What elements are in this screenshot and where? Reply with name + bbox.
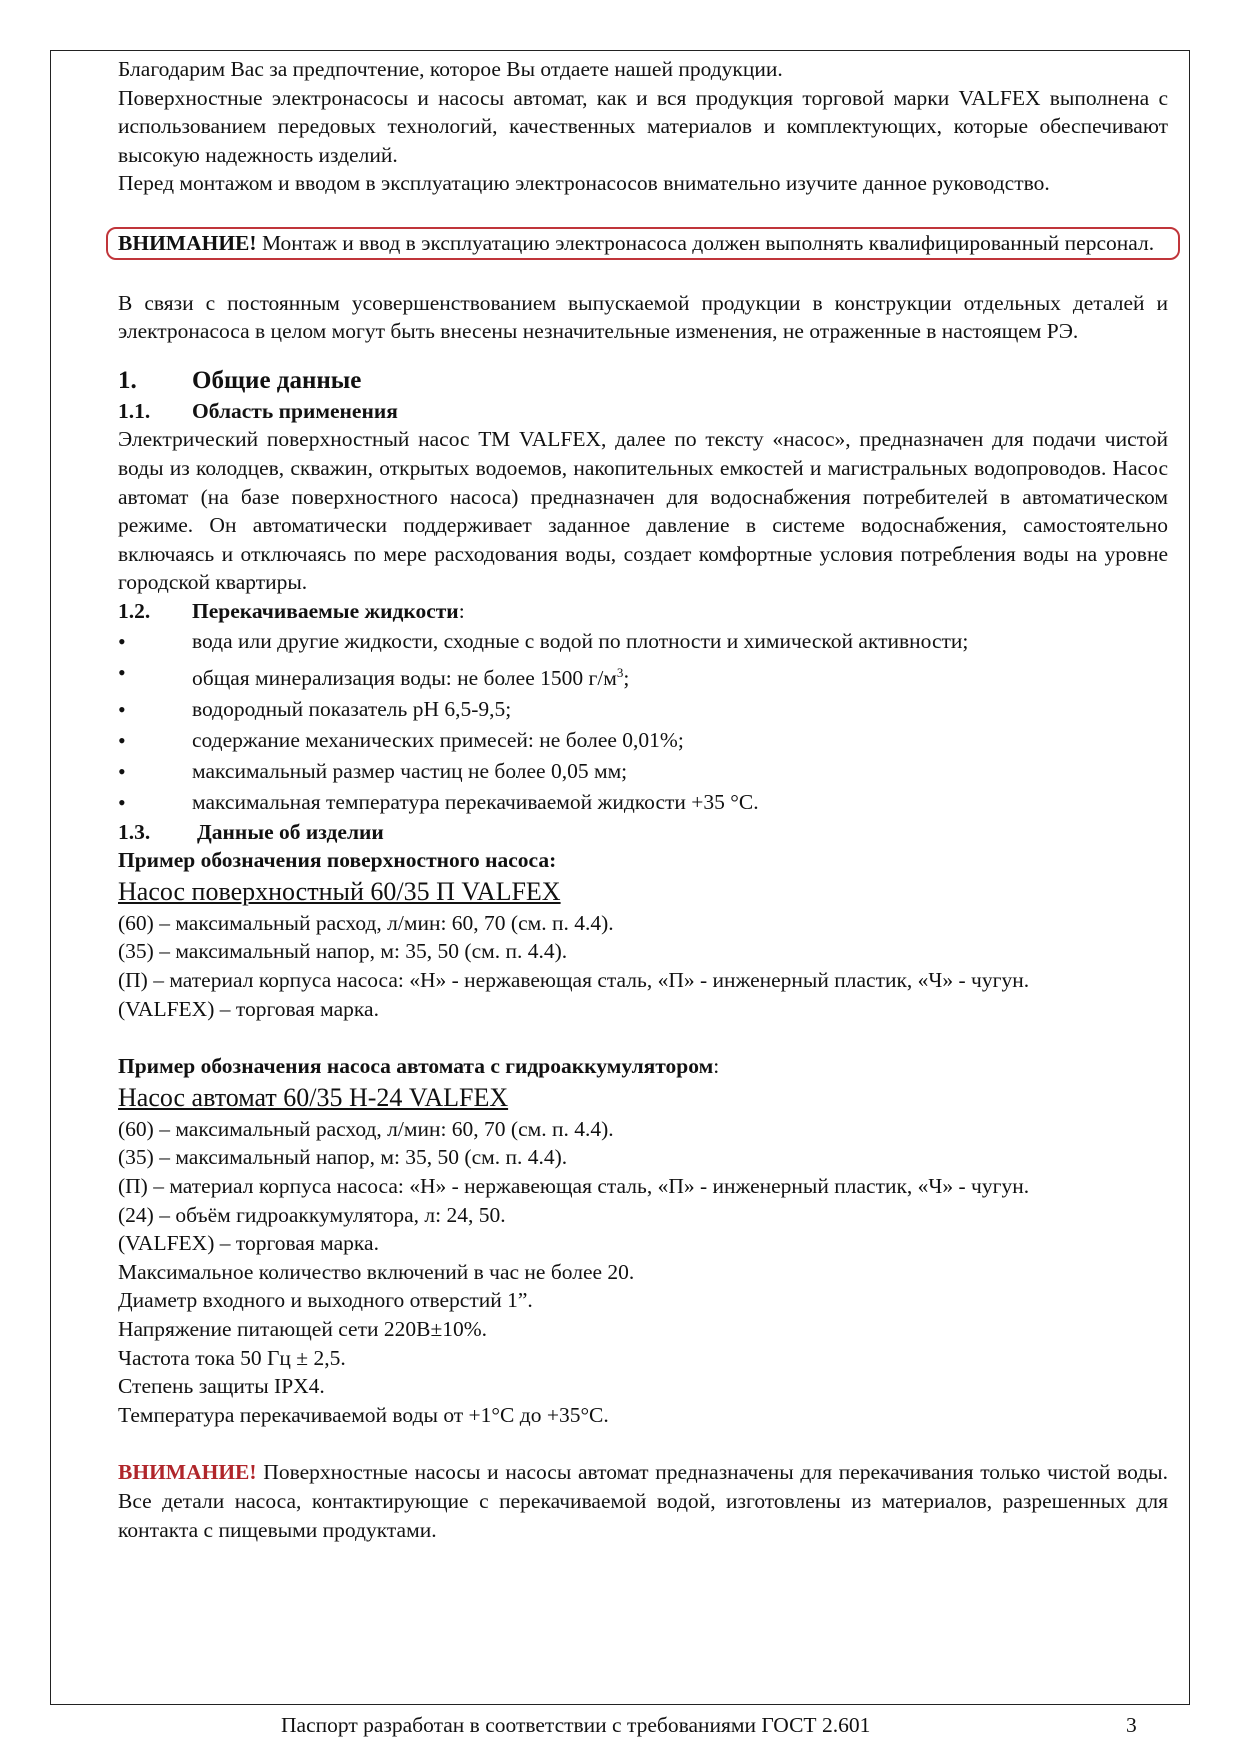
- section-1-2-heading: [118, 597, 1168, 626]
- example-2-title: Пример обозначения насоса автомата с гидроаккумулятором: [118, 1054, 714, 1079]
- section-1-1-number: 1.1.: [118, 398, 151, 423]
- example-2-line: (35) – максимальный напор, м: 35, 50 (см. п. 4.4).: [118, 1145, 568, 1170]
- superscript: 3: [616, 664, 624, 680]
- page-content: [118, 55, 1168, 1544]
- section-1-1-heading: [118, 397, 1168, 426]
- changes-note: В связи с постоянным усовершенствованием выпускаемой продукции в конструкции отдельных деталей и электронасоса в целом могут быть внесены незначительные изменения, не отраженные в настоящем РЭ.: [118, 290, 1168, 344]
- list-item-text: общая минерализация воды: не более 1500 г/м: [192, 665, 617, 690]
- spec-line: Максимальное количество включений в час не более 20.: [118, 1259, 635, 1284]
- section-1-1-title: Область применения: [192, 398, 398, 423]
- section-1-3-title: Данные об изделии: [197, 819, 384, 844]
- warning-2-text: Поверхностные насосы и насосы автомат предназначены для перекачивания только чистой воды. Все детали насоса, контактирующие с перекачиваемой водой, изготовлены из материалов, разрешенных для контакта с пищевыми продуктами.: [118, 1460, 1168, 1542]
- example-1-line: (35) – максимальный напор, м: 35, 50 (см. п. 4.4).: [118, 939, 568, 964]
- list-item: • водородный показатель pH 6,5-9,5;: [118, 694, 1168, 725]
- example-2-line: (VALFEX) – торговая марка.: [118, 1231, 379, 1256]
- warning-2: [118, 1458, 1168, 1544]
- example-1-title: Пример обозначения поверхностного насоса:: [118, 848, 557, 873]
- section-1-3-number: 1.3.: [118, 819, 151, 844]
- example-2-model: Насос автомат 60/35 Н-24 VALFEX: [118, 1082, 509, 1112]
- example-1-line: (VALFEX) – торговая марка.: [118, 996, 379, 1021]
- spec-line: Температура перекачиваемой воды от +1°С до +35°С.: [118, 1402, 609, 1427]
- spec-line: Степень защиты IPX4.: [118, 1374, 325, 1399]
- list-item: • максимальная температура перекачиваемой жидкости +35 °С.: [118, 787, 1168, 818]
- example-2-line: (24) – объём гидроаккумулятора, л: 24, 50.: [118, 1202, 506, 1227]
- page-number: 3: [1126, 1713, 1137, 1737]
- spec-line: Диаметр входного и выходного отверстий 1”.: [118, 1288, 533, 1313]
- warning-text: Монтаж и ввод в эксплуатацию электронасоса должен выполнять квалифицированный персонал.: [256, 230, 1155, 255]
- section-1-1-text: Электрический поверхностный насос ТМ VALFEX, далее по тексту «насос», предназначен для подачи чистой воды из колодцев, скважин, открытых водоемов, накопительных емкостей и магистральных водопроводов. Насос автомат (на базе поверхностного насоса) предназначен для водоснабжения потребителей в автоматическом режиме. Он автоматически поддерживает заданное давление в системе водоснабжения, самостоятельно включаясь и отключаясь по мере расходования воды, создает комфортные условия потребления воды на уровне городской квартиры.: [118, 427, 1168, 595]
- list-item: • содержание механических примесей: не более 0,01%;: [118, 725, 1168, 756]
- footer-text: Паспорт разработан в соответствии с требованиями ГОСТ 2.601: [281, 1713, 871, 1737]
- example-2-line: (60) – максимальный расход, л/мин: 60, 70 (см. п. 4.4).: [118, 1116, 614, 1141]
- section-1-title: Общие данные: [192, 366, 362, 394]
- section-1-2-colon: :: [458, 598, 465, 623]
- liquids-list: [118, 626, 1168, 818]
- example-2-line: (П) – материал корпуса насоса: «Н» - нержавеющая сталь, «П» - инженерный пластик, «Ч» - чугун.: [118, 1174, 1030, 1198]
- example-1-line: (60) – максимальный расход, л/мин: 60, 70 (см. п. 4.4).: [118, 910, 614, 935]
- list-item: [118, 657, 1168, 694]
- list-item: • вода или другие жидкости, сходные с водой по плотности и химической активности;: [118, 626, 1168, 657]
- warning-label: ВНИМАНИЕ!: [118, 230, 257, 255]
- warning-box: [106, 227, 1180, 260]
- section-1-2-title: Перекачиваемые жидкости: [192, 598, 459, 623]
- spec-line: Частота тока 50 Гц ± 2,5.: [118, 1345, 346, 1370]
- list-item-end: ;: [623, 665, 630, 690]
- example-2-colon: :: [713, 1054, 720, 1079]
- example-1-model: Насос поверхностный 60/35 П VALFEX: [118, 876, 561, 906]
- section-1-2-number: 1.2.: [118, 598, 151, 623]
- spec-line: Напряжение питающей сети 220В±10%.: [118, 1316, 488, 1341]
- intro-instruction: Перед монтажом и вводом в эксплуатацию электронасосов внимательно изучите данное руководство.: [118, 171, 1050, 196]
- example-2-heading: [118, 1052, 1168, 1081]
- section-1-number: 1.: [118, 366, 137, 394]
- section-1-heading: [118, 364, 1168, 397]
- example-1-line: (П) – материал корпуса насоса: «Н» - нержавеющая сталь, «П» - инженерный пластик, «Ч» - чугун.: [118, 968, 1030, 993]
- intro-thanks: Благодарим Вас за предпочтение, которое Вы отдаете нашей продукции.: [118, 57, 783, 81]
- list-item: • максимальный размер частиц не более 0,05 мм;: [118, 756, 1168, 787]
- section-1-3-heading: [118, 818, 1168, 847]
- intro-description: Поверхностные электронасосы и насосы автомат, как и вся продукция торговой марки VALFEX выполнена с использованием передовых технологий, качественных материалов и комплектующих, которые обеспечивают высокую надежность изделий.: [118, 85, 1168, 167]
- warning-2-label: ВНИМАНИЕ!: [118, 1460, 257, 1485]
